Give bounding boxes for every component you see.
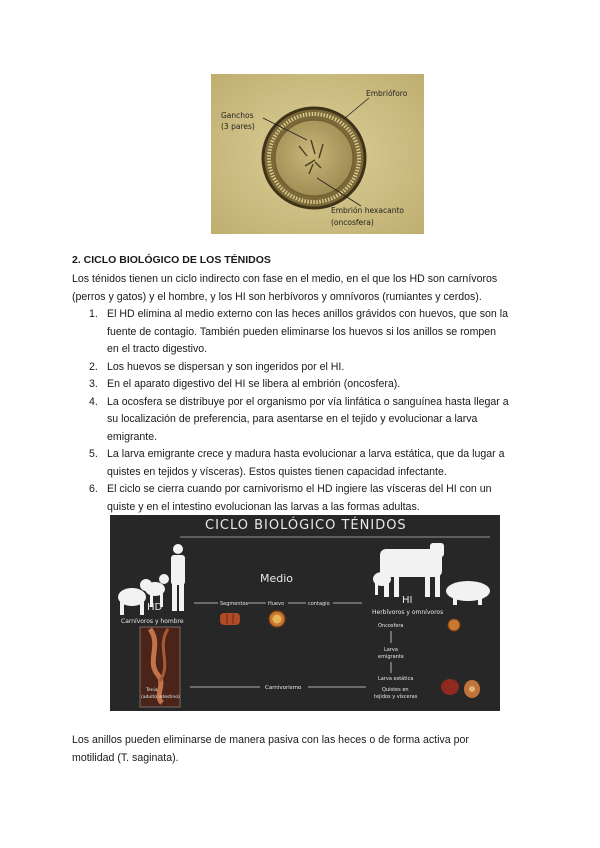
label-oncosfera: Oncosfera xyxy=(378,623,404,629)
caption-hd: Carnívoros y hombre xyxy=(121,618,184,625)
intro-line-1: Los ténidos tienen un ciclo indirecto con fase en el medio, en el que los HD son carnívoros xyxy=(72,273,498,285)
label-hi: HI xyxy=(402,595,413,606)
step-6: 6. El ciclo se cierra cuando por carnivorismo el HD ingiere las vísceras del HI con un quiste y en el intestino evolucionan las larvas a las formas adultas. xyxy=(89,483,492,513)
diagram-title: CICLO BIOLÓGICO TÉNIDOS xyxy=(205,518,407,533)
footer-line-1: Los anillos pueden eliminarse de manera pasiva con las heces o de forma activa por xyxy=(72,734,469,746)
step-1: 1. El HD elimina al medio externo con las heces anillos grávidos con huevos, que son la fuente de contagio. También pueden eliminarse los huevos si los anillos se rompen en el tracto digestivo. xyxy=(89,308,509,355)
label-larva-1: Larva xyxy=(384,647,398,653)
label-quistes-1: Quistes en xyxy=(382,687,409,693)
label-embrion: Embrión hexacanto xyxy=(331,206,404,215)
caption-hi: Herbívoros y omnívoros xyxy=(372,609,444,616)
label-oncosfera: (oncosfera) xyxy=(331,218,374,227)
gravid-segments-image xyxy=(220,613,240,625)
section-heading: 2. CICLO BIOLÓGICO DE LOS TÉNIDOS xyxy=(72,254,271,266)
egg-micrograph xyxy=(211,74,424,234)
label-ganchos-pares: (3 pares) xyxy=(221,122,255,131)
oncosphere xyxy=(275,120,353,196)
label-larva-estatica: Larva estática xyxy=(378,676,414,682)
footer-line-2: motilidad (T. saginata). xyxy=(72,751,179,764)
label-quistes-2: tejidos y vísceras xyxy=(374,694,418,700)
label-ganchos: Ganchos xyxy=(221,111,254,120)
label-segmentos: Segmentos xyxy=(220,601,249,607)
label-hd: HD xyxy=(147,602,163,613)
label-carnivorismo: Carnivorismo xyxy=(265,685,302,691)
life-cycle-diagram xyxy=(110,515,500,711)
label-contagio: contagio xyxy=(308,601,330,607)
cycle-steps-list xyxy=(72,306,542,516)
egg-micrograph-svg xyxy=(211,74,424,234)
label-adult-2: (adulto intestino) xyxy=(141,695,180,700)
label-adult-1: Tenia xyxy=(146,688,158,693)
intro-line-2: (perros y gatos) y el hombre, y los HI son herbívoros y omnívoros (rumiantes y cerdos). xyxy=(72,290,482,303)
oncosphere-image xyxy=(448,619,460,631)
label-huevo: Huevo xyxy=(268,601,285,607)
step-4: 4. La ocosfera se distribuye por el organismo por vía linfática o sanguínea hasta llegar a su localización de preferencia, para asentarse en el tejido y evolucionar a larva emigrante. xyxy=(89,395,509,443)
label-medio: Medio xyxy=(260,572,294,585)
step-3: 3. En el aparato digestivo del HI se libera al embrión (oncosfera). xyxy=(89,378,401,390)
label-larva-2: emigrante xyxy=(378,654,404,660)
life-cycle-diagram-svg xyxy=(110,515,500,711)
egg-image xyxy=(269,611,285,627)
label-embrioforo: Embrióforo xyxy=(366,89,408,98)
step-5: 5. La larva emigrante crece y madura hasta evolucionar a larva estática, que da lugar a quistes en tejidos y vísceras). Estos quistes tienen capacidad infectante. xyxy=(89,448,505,478)
step-2: 2. Los huevos se dispersan y son ingeridos por el HI. xyxy=(89,360,345,373)
